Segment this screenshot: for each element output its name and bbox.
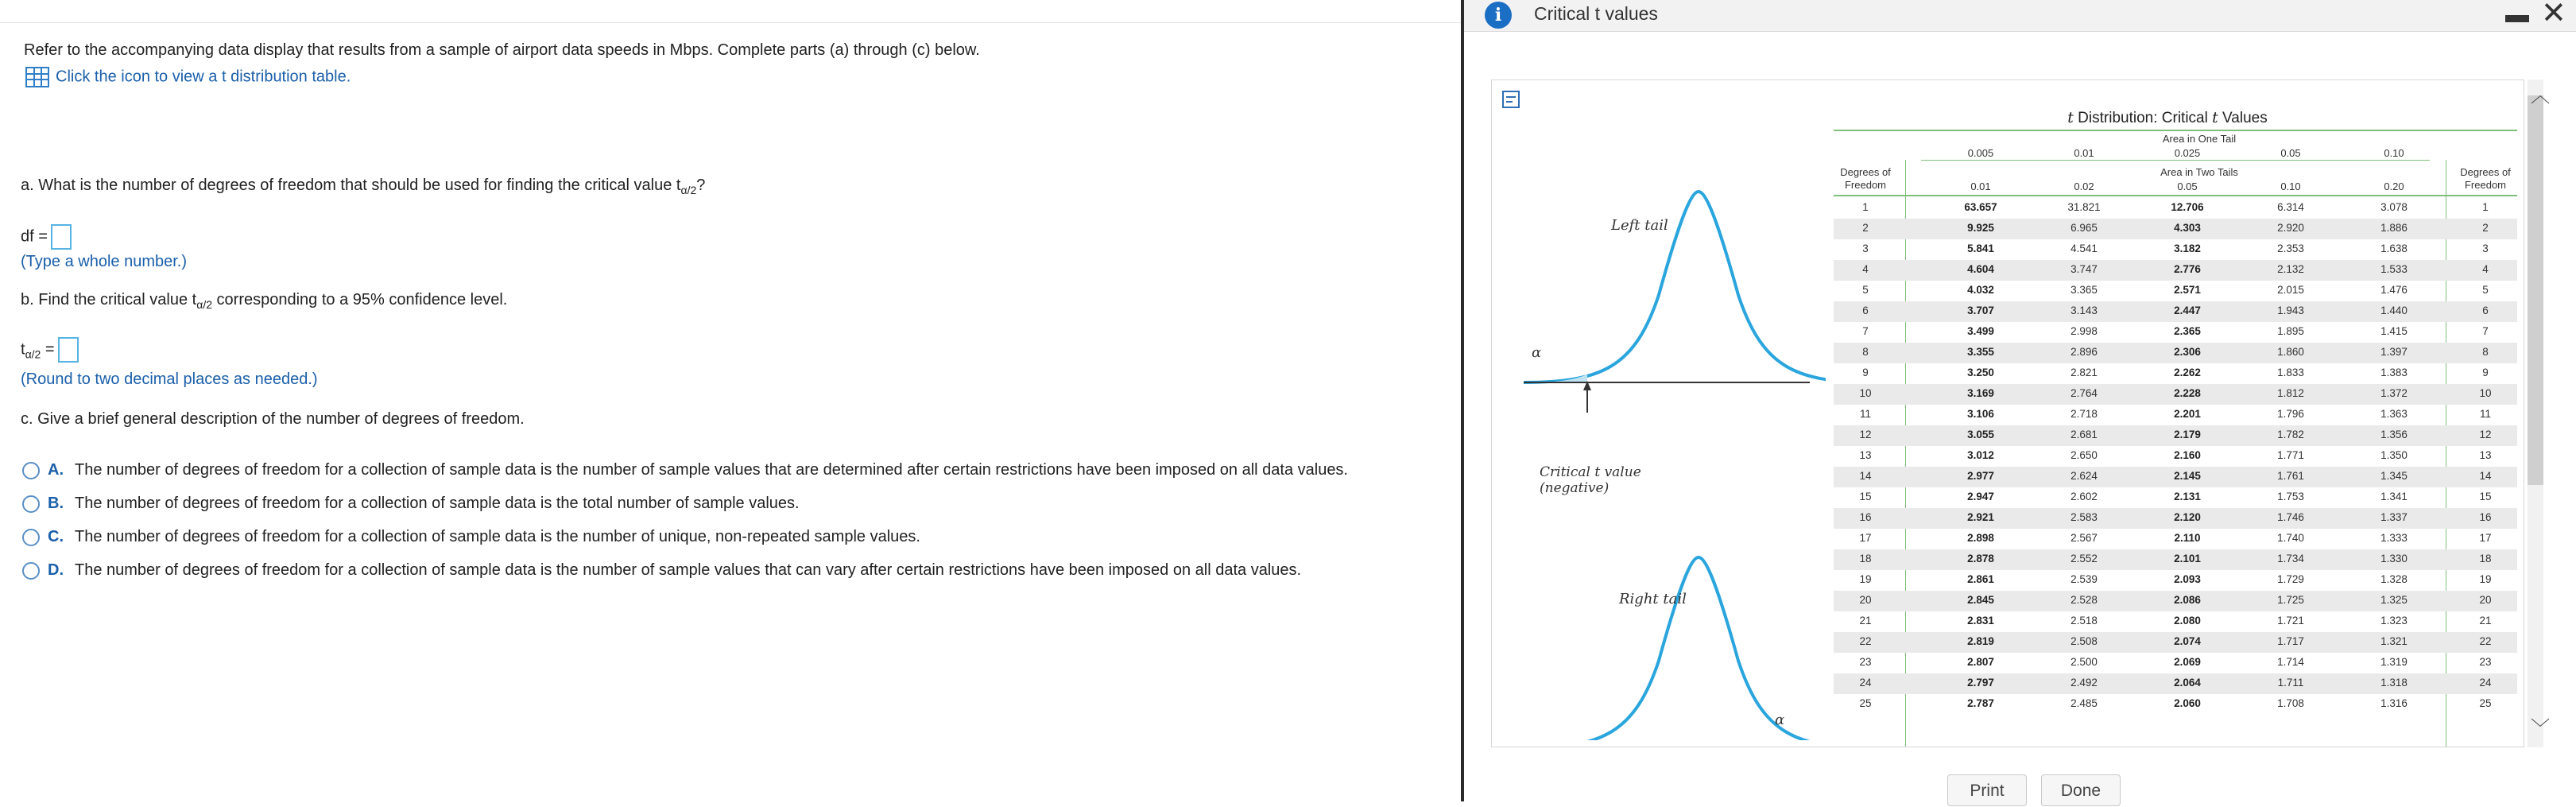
table-row: [1492, 673, 2524, 694]
scroll-thumb[interactable]: [2528, 95, 2543, 485]
minimize-icon[interactable]: ▬: [2505, 2, 2529, 28]
dof-cell: 14: [2479, 470, 2492, 482]
option-letter: C.: [48, 528, 64, 545]
value-cell: 1.356: [2380, 429, 2407, 440]
value-cell: 2.921: [1967, 511, 1994, 523]
dialog-header: [1464, 0, 2576, 32]
one-tail-header: Area in One Tail: [2162, 133, 2237, 145]
value-cell: 1.895: [2277, 325, 2304, 337]
value-cell: 1.345: [2380, 470, 2407, 482]
option-a[interactable]: [22, 461, 1348, 479]
value-cell: 2.583: [2070, 511, 2098, 523]
value-cell: 2.145: [2174, 470, 2201, 482]
value-cell: 2.831: [1967, 615, 1994, 627]
value-cell: 3.078: [2380, 201, 2407, 213]
value-cell: 1.714: [2277, 656, 2304, 668]
dof-cell: 17: [1859, 532, 1872, 544]
value-cell: 3.365: [2070, 284, 2098, 296]
radio-button[interactable]: [22, 495, 40, 513]
value-cell: 2.228: [2174, 387, 2201, 399]
df-row: [21, 224, 72, 250]
alpha-right: α: [1775, 712, 1785, 728]
table-row: [1492, 653, 2524, 673]
value-cell: 2.567: [2070, 532, 2098, 544]
value-cell: 2.485: [2070, 697, 2098, 709]
table-row: [1492, 446, 2524, 467]
dof-cell: 4: [1862, 263, 1869, 275]
radio-button[interactable]: [22, 529, 40, 546]
value-cell: 2.064: [2174, 677, 2201, 689]
value-cell: 3.250: [1967, 367, 1994, 378]
dof-cell: 18: [2479, 553, 2492, 565]
value-cell: 1.321: [2380, 635, 2407, 647]
value-cell: 1.397: [2380, 346, 2407, 358]
table-row: [1492, 591, 2524, 611]
dof-cell: 2: [2482, 222, 2489, 234]
page-icon[interactable]: [1501, 90, 1522, 111]
value-cell: 2.086: [2174, 594, 2201, 606]
value-cell: 1.721: [2277, 615, 2304, 627]
option-text[interactable]: The number of degrees of freedom for a collection of sample data is the number of sample values that can vary after certain restrictions have been imposed on all data values.: [75, 561, 1302, 579]
value-cell: 6.314: [2277, 201, 2304, 213]
value-cell: 5.841: [1967, 242, 1994, 254]
value-cell: 1.771: [2277, 449, 2304, 461]
value-cell: 2.539: [2070, 573, 2098, 585]
critical-label-2: (negative): [1540, 480, 1610, 496]
value-cell: 2.845: [1967, 594, 1994, 606]
close-icon[interactable]: ✕: [2541, 0, 2566, 30]
one-tail-value: 0.025: [2174, 147, 2201, 159]
value-cell: 2.447: [2174, 305, 2201, 316]
two-tail-value: 0.01: [1970, 180, 1991, 192]
dof-cell: 6: [2482, 305, 2489, 316]
value-cell: 4.604: [1967, 263, 1994, 275]
value-cell: 2.069: [2174, 656, 2201, 668]
value-cell: 1.330: [2380, 553, 2407, 565]
part-b-text: b. Find the critical value t: [21, 291, 197, 308]
value-cell: 1.708: [2277, 697, 2304, 709]
dof-cell: 4: [2482, 263, 2489, 275]
table-link[interactable]: [25, 67, 351, 87]
part-b-suffix: corresponding to a 95% confidence level.: [212, 291, 508, 308]
print-button[interactable]: Print: [1947, 774, 2027, 806]
part-b-question: [21, 291, 507, 311]
ttable-title: [1810, 109, 2524, 127]
critical-t-dialog: [1464, 0, 2576, 801]
value-cell: 1.476: [2380, 284, 2407, 296]
value-cell: 1.725: [2277, 594, 2304, 606]
value-cell: 2.947: [1967, 491, 1994, 502]
value-cell: 1.886: [2380, 222, 2407, 234]
title-t-2: t: [2212, 109, 2218, 126]
table-link-text[interactable]: Click the icon to view a t distribution table.: [56, 68, 351, 86]
value-cell: 3.747: [2070, 263, 2098, 275]
t-equals: =: [41, 340, 55, 359]
table-row: [1492, 219, 2524, 239]
table-row: [1492, 301, 2524, 322]
critical-label-1: Critical t value: [1540, 464, 1641, 480]
table-row: [1492, 508, 2524, 529]
df-hint: (Type a whole number.): [21, 253, 187, 270]
table-row: [1492, 632, 2524, 653]
value-cell: 2.131: [2174, 491, 2201, 502]
value-cell: 2.132: [2277, 263, 2304, 275]
value-cell: 2.624: [2070, 470, 2098, 482]
value-cell: 2.179: [2174, 429, 2201, 440]
option-letter: A.: [48, 461, 64, 479]
value-cell: 1.341: [2380, 491, 2407, 502]
t-symbol: t: [21, 340, 25, 359]
value-cell: 2.120: [2174, 511, 2201, 523]
option-letter: B.: [48, 495, 64, 512]
radio-button[interactable]: [22, 562, 40, 580]
value-cell: 9.925: [1967, 222, 1994, 234]
dof-cell: 7: [2482, 325, 2489, 337]
value-cell: 1.796: [2277, 408, 2304, 420]
dof-cell: 10: [2479, 387, 2492, 399]
value-cell: 2.861: [1967, 573, 1994, 585]
value-cell: 1.943: [2277, 305, 2304, 316]
scroll-down-icon[interactable]: ﹀: [2531, 718, 2550, 739]
value-cell: 1.729: [2277, 573, 2304, 585]
dof-cell: 22: [2479, 635, 2492, 647]
dof-cell: 12: [2479, 429, 2492, 440]
value-cell: 2.201: [2174, 408, 2201, 420]
dof-label-left-1: Degrees of: [1840, 166, 1891, 178]
value-cell: 2.060: [2174, 697, 2201, 709]
option-d[interactable]: [22, 561, 1301, 580]
dof-cell: 24: [1859, 677, 1872, 689]
value-cell: 2.552: [2070, 553, 2098, 565]
dof-cell: 11: [1859, 408, 1871, 420]
value-cell: 2.650: [2070, 449, 2098, 461]
value-cell: 1.383: [2380, 367, 2407, 378]
value-cell: 2.807: [1967, 656, 1994, 668]
value-cell: 1.440: [2380, 305, 2407, 316]
value-cell: 2.878: [1967, 553, 1994, 565]
value-cell: 2.353: [2277, 242, 2304, 254]
value-cell: 3.355: [1967, 346, 1994, 358]
value-cell: 1.319: [2380, 656, 2407, 668]
value-cell: 1.734: [2277, 553, 2304, 565]
value-cell: 2.080: [2174, 615, 2201, 627]
value-cell: 1.533: [2380, 263, 2407, 275]
value-cell: 1.746: [2277, 511, 2304, 523]
value-cell: 31.821: [2067, 201, 2101, 213]
value-cell: 1.350: [2380, 449, 2407, 461]
dof-cell: 21: [1859, 615, 1872, 627]
table-row: [1492, 405, 2524, 425]
value-cell: 4.541: [2070, 242, 2098, 254]
value-cell: 4.032: [1967, 284, 1994, 296]
value-cell: 1.761: [2277, 470, 2304, 482]
dof-cell: 3: [1862, 242, 1869, 254]
dof-cell: 22: [1859, 635, 1872, 647]
value-cell: 6.965: [2070, 222, 2098, 234]
table-row: [1492, 384, 2524, 405]
dof-cell: 16: [1859, 511, 1872, 523]
dof-cell: 24: [2479, 677, 2492, 689]
value-cell: 1.711: [2277, 677, 2304, 689]
table-rule-top: [1834, 130, 2517, 131]
value-cell: 3.143: [2070, 305, 2098, 316]
table-row: [1492, 425, 2524, 446]
value-cell: 1.323: [2380, 615, 2407, 627]
part-a-suffix: ?: [696, 177, 706, 194]
dof-label-right-1: Degrees of: [2460, 166, 2511, 178]
value-cell: 2.110: [2174, 532, 2201, 544]
info-icon: i: [1485, 2, 1512, 29]
two-tail-value: 0.20: [2384, 180, 2404, 192]
value-cell: 1.318: [2380, 677, 2407, 689]
value-cell: 2.508: [2070, 635, 2098, 647]
value-cell: 3.182: [2174, 242, 2201, 254]
two-tail-value: 0.02: [2074, 180, 2094, 192]
value-cell: 1.717: [2277, 635, 2304, 647]
df-label: df =: [21, 227, 48, 246]
table-row: [1492, 694, 2524, 715]
part-c-question: c. Give a brief general description of the number of degrees of freedom.: [21, 410, 525, 428]
value-cell: 2.819: [1967, 635, 1994, 647]
dof-cell: 2: [1862, 222, 1869, 234]
value-cell: 2.074: [2174, 635, 2201, 647]
table-rule-mid: [1921, 160, 2430, 161]
value-cell: 2.015: [2277, 284, 2304, 296]
radio-button[interactable]: [22, 462, 40, 479]
value-cell: 2.898: [1967, 532, 1994, 544]
value-cell: 1.363: [2380, 408, 2407, 420]
option-b[interactable]: [22, 495, 800, 513]
value-cell: 2.602: [2070, 491, 2098, 502]
two-tail-value: 0.05: [2177, 180, 2198, 192]
right-tail-label: Right tail: [1619, 591, 1687, 607]
dof-label-right-2: Freedom: [2464, 179, 2507, 191]
part-a-subscript: α/2: [680, 184, 697, 196]
one-tail-value: 0.01: [2074, 147, 2094, 159]
value-cell: 2.492: [2070, 677, 2098, 689]
dof-cell: 15: [2479, 491, 2492, 502]
dof-cell: 6: [1862, 305, 1869, 316]
value-cell: 2.787: [1967, 697, 1994, 709]
value-cell: 2.571: [2174, 284, 2201, 296]
value-cell: 1.372: [2380, 387, 2407, 399]
table-viewer: [1491, 80, 2524, 747]
dof-cell: 12: [1859, 429, 1872, 440]
dof-cell: 5: [2482, 284, 2489, 296]
value-cell: 1.325: [2380, 594, 2407, 606]
table-row: [1492, 611, 2524, 632]
option-c[interactable]: [22, 528, 920, 546]
dof-cell: 11: [2479, 408, 2491, 420]
one-tail-value: 0.10: [2384, 147, 2404, 159]
value-cell: 2.896: [2070, 346, 2098, 358]
two-tail-value: 0.10: [2280, 180, 2301, 192]
df-answer-input[interactable]: [51, 224, 72, 250]
dof-cell: 20: [1859, 594, 1872, 606]
scroll-up-icon[interactable]: ︿: [2531, 85, 2550, 107]
one-tail-value: 0.005: [1967, 147, 1994, 159]
dof-cell: 23: [1859, 656, 1872, 668]
option-text[interactable]: The number of degrees of freedom for a collection of sample data is the number of sample values that are determined after certain restrictions have been imposed on all data values.: [75, 461, 1348, 479]
dof-cell: 23: [2479, 656, 2492, 668]
value-cell: 4.303: [2174, 222, 2201, 234]
t-value-row: [21, 337, 79, 363]
table-row: [1492, 322, 2524, 343]
value-cell: 1.316: [2380, 697, 2407, 709]
value-cell: 1.833: [2277, 367, 2304, 378]
t-answer-input[interactable]: [58, 337, 79, 363]
value-cell: 1.333: [2380, 532, 2407, 544]
table-row: [1492, 363, 2524, 384]
dof-cell: 19: [1859, 573, 1872, 585]
value-cell: 2.764: [2070, 387, 2098, 399]
value-cell: 2.528: [2070, 594, 2098, 606]
table-row: [1492, 487, 2524, 508]
t-subscript: α/2: [25, 347, 41, 361]
value-cell: 2.998: [2070, 325, 2098, 337]
value-cell: 1.812: [2277, 387, 2304, 399]
done-button[interactable]: Done: [2041, 774, 2121, 806]
value-cell: 3.106: [1967, 408, 1994, 420]
value-cell: 1.860: [2277, 346, 2304, 358]
value-cell: 2.518: [2070, 615, 2098, 627]
dof-label-left-2: Freedom: [1844, 179, 1887, 191]
value-cell: 1.328: [2380, 573, 2407, 585]
value-cell: 3.169: [1967, 387, 1994, 399]
left-tail-label: Left tail: [1611, 217, 1668, 234]
value-cell: 12.706: [2171, 201, 2204, 213]
value-cell: 2.500: [2070, 656, 2098, 668]
dof-cell: 5: [1862, 284, 1869, 296]
table-row: [1492, 198, 2524, 219]
dof-cell: 9: [2482, 367, 2489, 378]
value-cell: 1.753: [2277, 491, 2304, 502]
dof-cell: 13: [2479, 449, 2492, 461]
value-cell: 1.782: [2277, 429, 2304, 440]
value-cell: 63.657: [1964, 201, 1997, 213]
value-cell: 2.262: [2174, 367, 2201, 378]
table-row: [1492, 529, 2524, 549]
title-end: Values: [2218, 110, 2268, 126]
value-cell: 3.012: [1967, 449, 1994, 461]
value-cell: 2.365: [2174, 325, 2201, 337]
dof-cell: 20: [2479, 594, 2492, 606]
option-text[interactable]: The number of degrees of freedom for a collection of sample data is the total number of sample values.: [75, 495, 800, 512]
dof-cell: 1: [2482, 201, 2489, 213]
part-a-text: a. What is the number of degrees of freedom that should be used for finding the critical value t: [21, 177, 681, 194]
table-icon[interactable]: [25, 67, 49, 87]
title-t-1: t: [2067, 109, 2074, 126]
dialog-title: Critical t values: [1534, 3, 1658, 24]
alpha-left: α: [1532, 344, 1542, 361]
scrollbar[interactable]: [2528, 80, 2543, 747]
value-cell: 2.160: [2174, 449, 2201, 461]
table-row: [1492, 281, 2524, 301]
value-cell: 1.415: [2380, 325, 2407, 337]
value-cell: 2.920: [2277, 222, 2304, 234]
question-intro: Refer to the accompanying data display that results from a sample of airport data speeds in Mbps. Complete parts (a) through (c) below.: [24, 41, 980, 59]
top-divider: [0, 22, 1461, 23]
table-row: [1492, 549, 2524, 570]
table-row: [1492, 467, 2524, 487]
table-row: [1492, 239, 2524, 260]
value-cell: 3.055: [1967, 429, 1994, 440]
value-cell: 1.337: [2380, 511, 2407, 523]
dof-cell: 14: [1859, 470, 1872, 482]
dof-cell: 1: [1862, 201, 1869, 213]
dof-cell: 10: [1859, 387, 1872, 399]
dof-cell: 13: [1859, 449, 1872, 461]
value-cell: 2.306: [2174, 346, 2201, 358]
dof-cell: 7: [1862, 325, 1869, 337]
value-cell: 2.681: [2070, 429, 2098, 440]
value-cell: 1.740: [2277, 532, 2304, 544]
dof-cell: 19: [2479, 573, 2492, 585]
dof-cell: 3: [2482, 242, 2489, 254]
dof-cell: 18: [1859, 553, 1872, 565]
part-a-question: [21, 177, 705, 196]
value-cell: 2.101: [2174, 553, 2201, 565]
dof-cell: 16: [2479, 511, 2492, 523]
value-cell: 2.718: [2070, 408, 2098, 420]
dof-cell: 8: [1862, 346, 1869, 358]
value-cell: 3.499: [1967, 325, 1994, 337]
table-row: [1492, 343, 2524, 363]
dof-cell: 21: [2479, 615, 2492, 627]
value-cell: 2.776: [2174, 263, 2201, 275]
table-row: [1492, 570, 2524, 591]
dof-cell: 15: [1859, 491, 1872, 502]
one-tail-value: 0.05: [2280, 147, 2301, 159]
dof-cell: 25: [1859, 697, 1872, 709]
value-cell: 2.093: [2174, 573, 2201, 585]
two-tail-header: Area in Two Tails: [2160, 166, 2238, 178]
value-cell: 2.797: [1967, 677, 1994, 689]
dof-cell: 25: [2479, 697, 2492, 709]
value-cell: 3.707: [1967, 305, 1994, 316]
t-hint: (Round to two decimal places as needed.): [21, 371, 318, 388]
part-b-subscript: α/2: [196, 298, 212, 311]
option-text[interactable]: The number of degrees of freedom for a collection of sample data is the number of unique, non-repeated sample values.: [75, 528, 920, 545]
dof-cell: 9: [1862, 367, 1869, 378]
table-rule-head: [1834, 195, 2517, 196]
dof-cell: 17: [2479, 532, 2492, 544]
value-cell: 2.977: [1967, 470, 1994, 482]
dof-cell: 8: [2482, 346, 2489, 358]
value-cell: 1.638: [2380, 242, 2407, 254]
option-letter: D.: [48, 561, 64, 579]
value-cell: 2.821: [2070, 367, 2098, 378]
title-mid: Distribution: Critical: [2073, 110, 2213, 126]
table-row: [1492, 260, 2524, 281]
